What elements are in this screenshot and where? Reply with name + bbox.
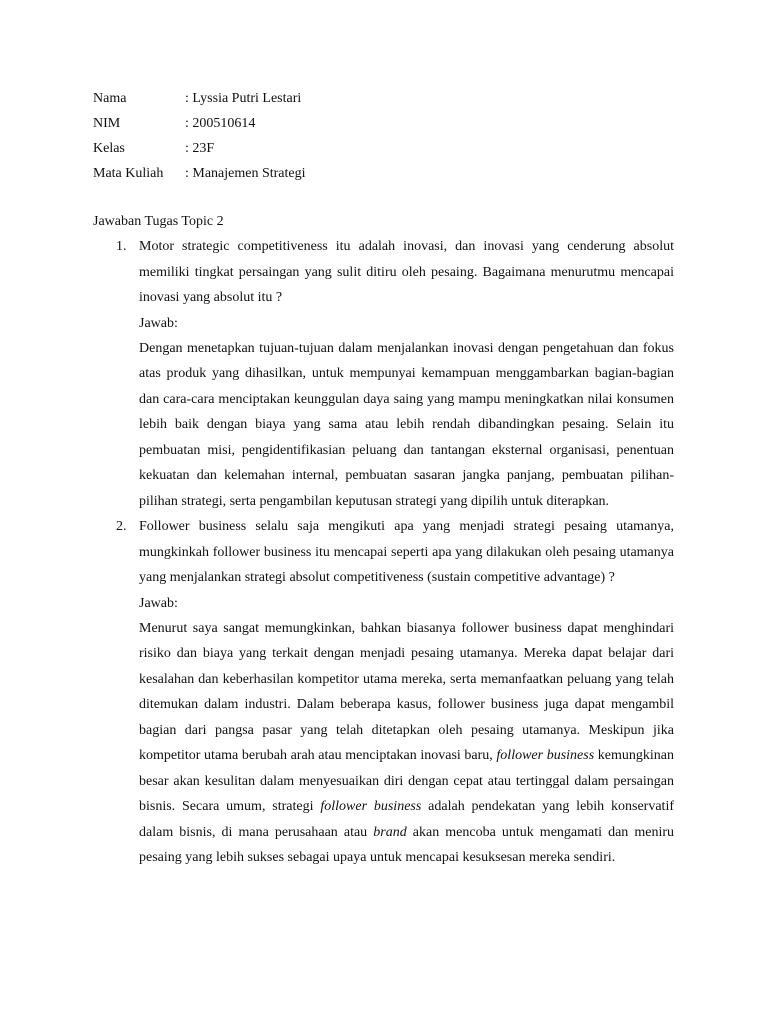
- nama-label: Nama: [93, 91, 127, 106]
- answer-text: [139, 616, 674, 871]
- identity-row-kelas: [93, 136, 493, 161]
- answer-italic-term: follower business: [496, 748, 595, 763]
- section-title: Jawaban Tugas Topic 2: [93, 214, 224, 229]
- identity-block: [93, 86, 493, 186]
- kelas-label: Kelas: [93, 141, 125, 156]
- item-number: 1.: [116, 239, 127, 254]
- jawab-label: Jawab:: [139, 595, 178, 611]
- qa-list: [93, 234, 674, 871]
- qa-item-2: [93, 514, 674, 871]
- question-text: Follower business selalu saja mengikuti apa yang menjadi strategi pesaing utamanya, mungkinkah follower business itu mencapai seperti apa yang dilakukan oleh pesaing utamanya yang menjalankan strategi absolut competitiveness (sustain competitive advantage) ?: [139, 519, 674, 585]
- question-text: Motor strategic competitiveness itu adalah inovasi, dan inovasi yang cenderung absolut memiliki tingkat persaingan yang sulit ditiru oleh pesaing. Bagaimana menurutmu mencapai inovasi yang absolut itu ?: [139, 239, 674, 305]
- nim-value: : 200510614: [185, 116, 256, 131]
- mata-kuliah-value: : Manajemen Strategi: [185, 166, 306, 181]
- nim-label: NIM: [93, 116, 121, 131]
- identity-row-mata-kuliah: [93, 161, 493, 186]
- item-number: 2.: [116, 519, 127, 534]
- answer-segment: Menurut saya sangat memungkinkan, bahkan biasanya follower business dapat menghindari risiko dan biaya yang terkait dengan menjadi pesaing utamanya. Mereka dapat belajar dari kesalahan dan keberhasilan kompetitor utama mereka, serta memanfaatkan peluang yang telah ditemukan dalam industri. Dalam beberapa kasus, follower business juga dapat mengambil bagian dari pangsa pasar yang telah ditetapkan oleh pesaing utamanya. Meskipun jika kompetitor utama berubah arah atau menciptakan inovasi baru,: [139, 620, 674, 763]
- nama-value: : Lyssia Putri Lestari: [185, 91, 302, 106]
- identity-row-nim: [93, 111, 493, 136]
- answer-segment: adalah pendekatan yang lebih konservatif dalam bisnis, di mana perusahaan atau: [139, 799, 674, 840]
- answer-segment: kemungkinan besar akan kesulitan dalam menyesuaikan diri dengan cepat atau tertinggal dalam persaingan bisnis. Secara umum, strategi: [139, 748, 674, 814]
- jawab-label: Jawab:: [139, 315, 178, 331]
- qa-item-1: [93, 234, 674, 514]
- kelas-value: : 23F: [185, 141, 215, 156]
- identity-row-nama: [93, 86, 493, 111]
- mata-kuliah-label: Mata Kuliah: [93, 166, 164, 181]
- answer-italic-term: follower business: [320, 799, 422, 814]
- answer-italic-term: brand: [373, 824, 407, 840]
- answer-text: Dengan menetapkan tujuan-tujuan dalam menjalankan inovasi dengan pengetahuan dan fokus atas produk yang dihasilkan, untuk mempunyai kemampuan menggambarkan bagian-bagian dan cara-cara menciptakan keunggulan daya saing yang mampu meningkatkan nilai konsumen lebih baik dengan biaya yang sama atau lebih rendah dibandingkan pesaing. Selain itu pembuatan misi, pengidentifikasian peluang dan tantangan eksternal organisasi, penentuan kekuatan dan kelemahan internal, pembuatan sasaran jangka panjang, pembuatan pilihan-pilihan strategi, serta pengambilan keputusan strategi yang dipilih untuk diterapkan.: [139, 340, 674, 509]
- answer-segment: akan mencoba untuk mengamati dan meniru pesaing yang lebih sukses sebagai upaya untuk mencapai kesuksesan mereka sendiri.: [139, 824, 674, 865]
